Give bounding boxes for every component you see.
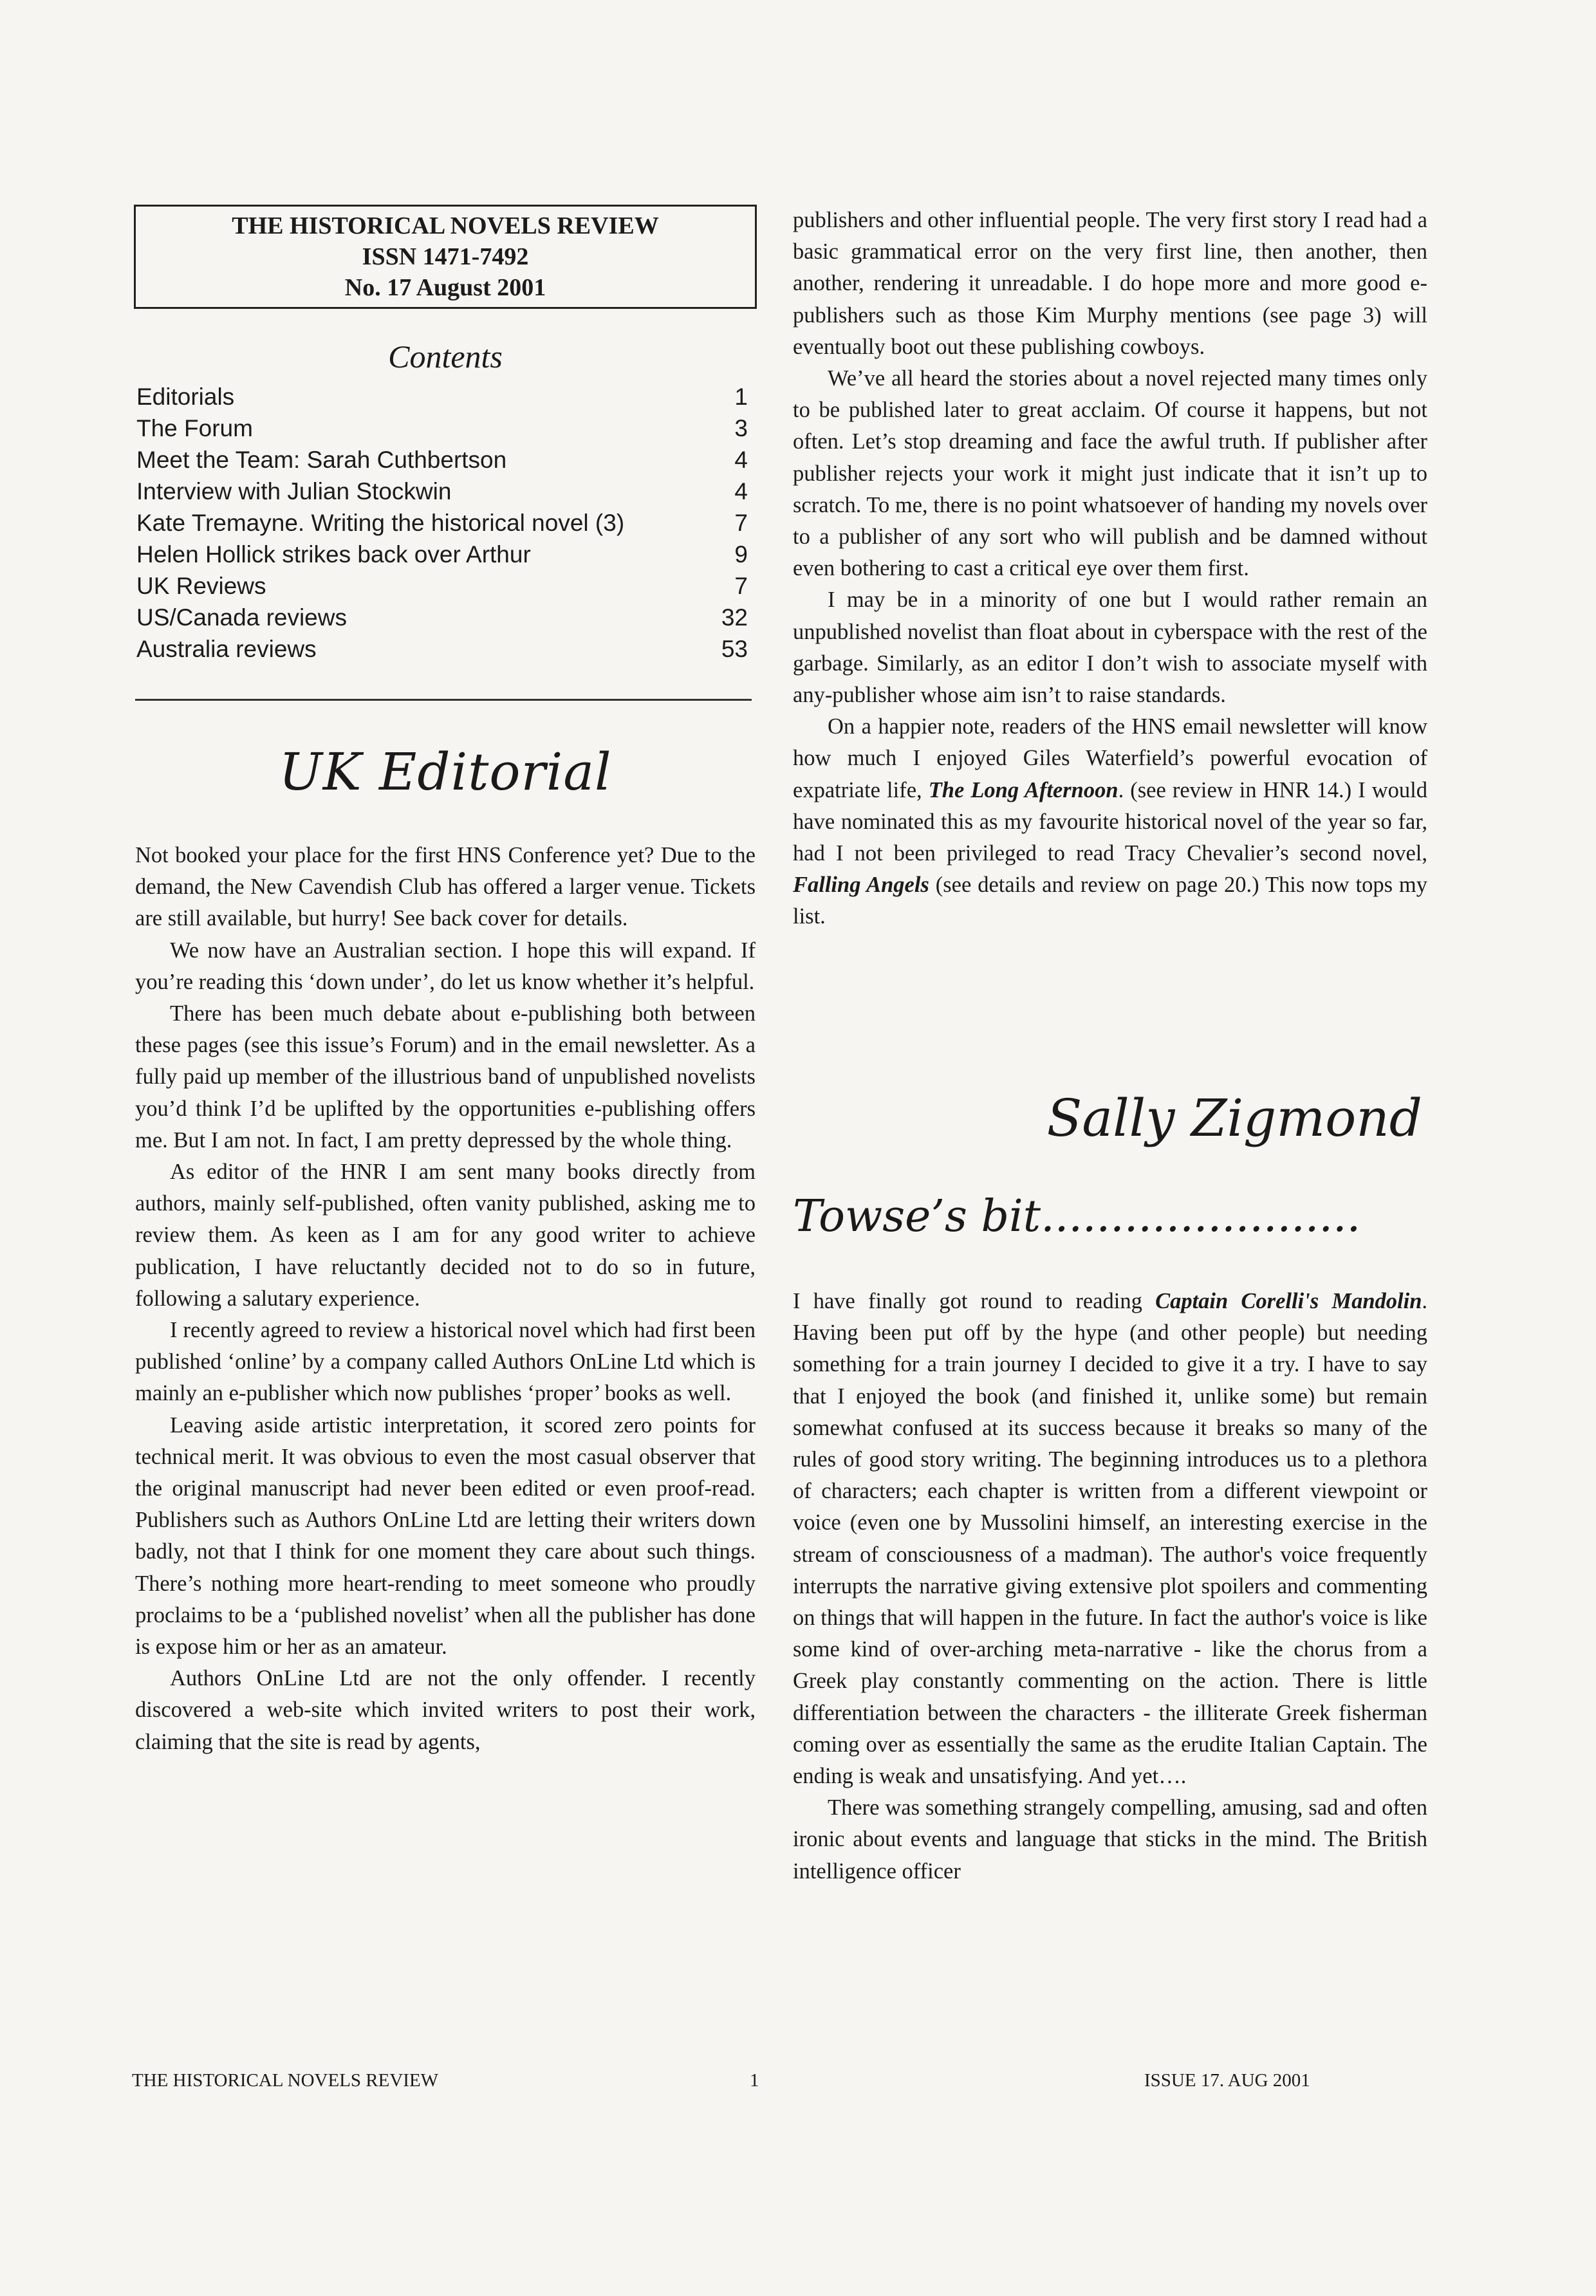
contents-item-page: 3 — [734, 415, 748, 441]
contents-item-label: Helen Hollick strikes back over Arthur — [136, 541, 531, 568]
masthead-box — [134, 205, 757, 309]
towse-paragraph — [793, 1286, 1427, 1792]
footer-issue: ISSUE 17. AUG 2001 — [1144, 2070, 1310, 2091]
table-of-contents — [136, 381, 748, 665]
contents-item-label: The Forum — [136, 415, 253, 441]
editorial-paragraph: I may be in a minority of one but I would rather remain an unpublished novelist than float about in cyberspace with the rest of the garbage. Similarly, as an editor I don’t wish to associate myself with any-publisher whose aim isn’t to raise standards. — [793, 588, 1427, 708]
publication-title: THE HISTORICAL NOVELS REVIEW — [232, 212, 659, 239]
text-run: . (see review in HNR 14.) I would have nominated this as my favourite historical novel of the year so far, had I not been privileged to read Tracy Chevalier’s second novel, — [793, 777, 1427, 866]
book-title: Captain Corelli's Mandolin — [1155, 1289, 1422, 1313]
contents-item-label: Kate Tremayne. Writing the historical novel (3) — [136, 510, 625, 536]
book-title: The Long Afternoon — [928, 777, 1118, 802]
footer-page-number: 1 — [750, 2070, 759, 2091]
text-run: I have finally got round to reading — [793, 1289, 1156, 1313]
editorial-paragraph: There has been much debate about e-publishing both between these pages (see this issue’s Forum) and in the email newsletter. As a fully paid up member of the illustrious band of unpublished novelists you’d think I’d be uplifted by the opportunities e-publishing offers me. But I am not. In fact, I am pretty depressed by the whole thing. — [135, 1001, 756, 1153]
editorial-paragraph: Authors OnLine Ltd are not the only offender. I recently discovered a web-site which invited writers to post their work, claiming that the site is read by agents, — [135, 1666, 756, 1754]
contents-item-page: 53 — [721, 636, 748, 662]
contents-item — [136, 381, 748, 412]
issue-number: No. 17 August 2001 — [344, 274, 546, 301]
editorial-paragraph: publishers and other influential people. The very first story I read had a basic grammatical error on the very first line, then another, then another, rendering it unreadable. I do hope more and more good e-publishers such as those Kim Murphy mentions (see page 3) will eventually boot out these publishing cowboys. — [793, 208, 1427, 359]
contents-item-page: 7 — [734, 510, 748, 536]
contents-item-label: Meet the Team: Sarah Cuthbertson — [136, 447, 507, 473]
towse-paragraph: There was something strangely compelling, amusing, sad and often ironic about events and language that sticks in the mind. The British intelligence officer — [793, 1795, 1427, 1884]
book-title: Falling Angels — [793, 873, 929, 898]
contents-divider — [135, 699, 752, 701]
issn: ISSN 1471-7492 — [362, 243, 529, 270]
contents-item — [136, 539, 748, 570]
text-run: (see details and review on page 20.) This now tops my list. — [793, 873, 1427, 929]
contents-item — [136, 602, 748, 633]
contents-item-page: 9 — [734, 541, 748, 568]
editorial-paragraph — [793, 711, 1427, 932]
contents-item — [136, 412, 748, 444]
editorial-paragraph: As editor of the HNR I am sent many books directly from authors, mainly self-published, often vanity published, asking me to review them. As keen as I am for any good writer to achieve publication, I have reluctantly decided not to do so in future, following a salutary experience. — [135, 1160, 756, 1311]
contents-item-label: Editorials — [136, 384, 235, 410]
towse-column — [793, 1286, 1427, 1887]
editorial-left-column — [135, 840, 756, 1758]
editorial-right-column — [793, 205, 1427, 933]
contents-item — [136, 507, 748, 539]
contents-item — [136, 570, 748, 602]
contents-item — [136, 633, 748, 665]
contents-item-page: 32 — [721, 604, 748, 631]
contents-item-label: Australia reviews — [136, 636, 317, 662]
contents-item-label: US/Canada reviews — [136, 604, 347, 631]
editorial-paragraph: We now have an Australian section. I hope this will expand. If you’re reading this ‘down under’, do let us know whether it’s helpful. — [135, 938, 756, 994]
contents-item — [136, 476, 748, 507]
text-run: On a happier note, readers of the HNS email newsletter will know how much I enjoyed Giles Waterfield’s powerful evocation of expatriate life, — [793, 714, 1427, 802]
editorial-paragraph: Not booked your place for the first HNS Conference yet? Due to the demand, the New Cavendish Club has offered a larger venue. Tickets are still available, but hurry! See back cover for details. — [135, 843, 756, 931]
contents-item — [136, 444, 748, 476]
contents-item-label: UK Reviews — [136, 573, 266, 599]
contents-heading: Contents — [388, 338, 503, 375]
contents-item-label: Interview with Julian Stockwin — [136, 478, 452, 505]
contents-item-page: 1 — [734, 384, 748, 410]
editorial-paragraph: We’ve all heard the stories about a novel rejected many times only to be published later to great acclaim. Of course it happens, but not often. Let’s stop dreaming and face the awful truth. If publisher after publisher rejects your work it might just indicate that it isn’t up to scratch. To me, there is no point whatsoever of handing my novels over to a publisher of any sort who will publish and be damned without even bothering to cast a critical eye over them first. — [793, 366, 1427, 581]
editorial-heading: UK Editorial — [279, 742, 612, 802]
text-run: . Having been put off by the hype (and other people) but needing something for a train journey I decided to give it a try. I have to say that I enjoyed the book (and finished it, unlike some) but remain somewhat confused at its success because it breaks so many of the rules of good story writing. The beginning introduces us to a plethora of characters; each chapter is written from a different viewpoint or voice (even one by Mussolini himself, an interesting exercise in the stream of consciousness of a madman). The author's voice frequently interrupts the narrative giving extensive plot spoilers and commenting on things that will happen in the future. In fact the author's voice is like some kind of over-arching meta-narrative - like the chorus from a Greek play constantly commenting on the action. There is little differentiation between the characters - the illiterate Greek fisherman coming over as essentially the same as the erudite Italian Captain. The ending is weak and unsatisfying. And yet…. — [793, 1289, 1428, 1789]
editorial-paragraph: Leaving aside artistic interpretation, it scored zero points for technical merit. It was obvious to even the most casual observer that the original manuscript had never been edited or even proof-read. Publishers such as Authors OnLine Ltd are letting their writers down badly, not that I think for one moment they care about such things. There’s nothing more heart-rending to meet someone who proudly proclaims to be a ‘published novelist’ when all the publisher has done is expose him or her as an amateur. — [135, 1412, 756, 1660]
contents-item-page: 4 — [734, 478, 748, 505]
footer-publication: THE HISTORICAL NOVELS REVIEW — [132, 2070, 439, 2091]
editor-signature: Sally Zigmond — [1046, 1088, 1422, 1148]
contents-item-page: 7 — [734, 573, 748, 599]
contents-item-page: 4 — [734, 447, 748, 473]
editorial-paragraph: I recently agreed to review a historical novel which had first been published ‘online’ by a company called Authors OnLine Ltd which is mainly an e-publisher which now publishes ‘proper’ books as well. — [135, 1318, 756, 1406]
towse-heading: Towse’s bit....................... — [793, 1191, 1361, 1242]
